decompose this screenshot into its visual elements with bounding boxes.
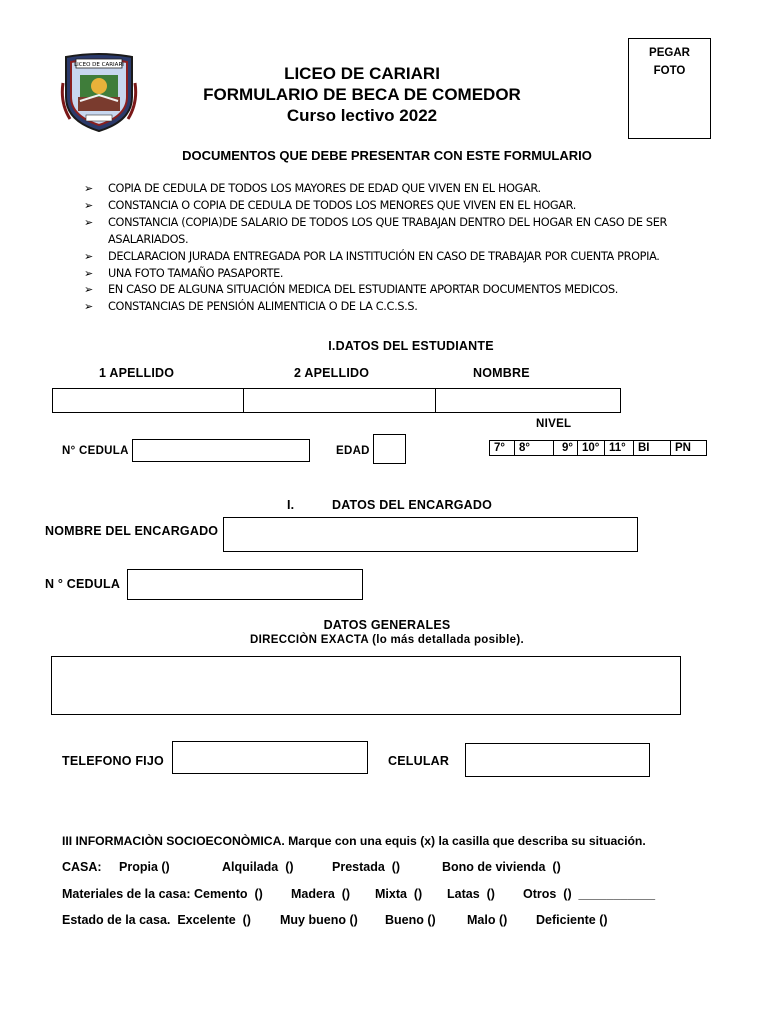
student-id-label: N° CEDULA bbox=[62, 445, 129, 457]
phone-label: TELEFONO FIJO bbox=[62, 754, 164, 768]
guardian-section-title: DATOS DEL ENCARGADO bbox=[332, 498, 493, 512]
age-field[interactable] bbox=[373, 434, 406, 464]
condition-label[interactable]: Estado de la casa. Excelente () bbox=[62, 913, 251, 927]
condition-option-bad[interactable]: Malo () bbox=[467, 913, 508, 927]
materials-option-mixed[interactable]: Mixta () bbox=[375, 887, 423, 901]
level-option-11[interactable]: 11° bbox=[605, 441, 634, 456]
name-label: NOMBRE bbox=[473, 366, 530, 380]
materials-option-other[interactable]: Otros () ___________ bbox=[523, 887, 656, 901]
mobile-field[interactable] bbox=[465, 743, 650, 777]
guardian-section-number: I. bbox=[287, 498, 295, 512]
student-name-field[interactable] bbox=[435, 388, 621, 413]
photo-box-line1: PEGAR bbox=[649, 47, 690, 59]
surname1-field[interactable] bbox=[52, 388, 245, 413]
svg-text:LICEO DE CARIARI: LICEO DE CARIARI bbox=[74, 62, 124, 68]
level-option-7[interactable]: 7° bbox=[490, 441, 515, 456]
socioeconomic-heading: III INFORMACIÒN SOCIOECONÒMICA. Marque con una equis (x) la casilla que describa su situación. bbox=[62, 834, 646, 848]
general-section-title: DATOS GENERALES bbox=[323, 618, 451, 632]
age-label: EDAD bbox=[336, 445, 370, 457]
list-item: ➢ EN CASO DE ALGUNA SITUACIÓN MEDICA DEL ESTUDIANTE APORTAR DOCUMENTOS MEDICOS. bbox=[84, 282, 724, 299]
arrow-bullet-icon: ➢ bbox=[84, 266, 93, 280]
condition-option-deficient[interactable]: Deficiente () bbox=[536, 913, 608, 927]
mobile-label: CELULAR bbox=[388, 754, 450, 768]
list-item: ➢ COPIA DE CEDULA DE TODOS LOS MAYORES DE EDAD QUE VIVEN EN EL HOGAR. bbox=[84, 181, 724, 198]
materials-option-wood[interactable]: Madera () bbox=[291, 887, 351, 901]
guardian-name-label: NOMBRE DEL ENCARGADO bbox=[45, 524, 219, 538]
housing-option-lent[interactable]: Prestada () bbox=[332, 860, 401, 874]
level-table bbox=[489, 440, 707, 456]
arrow-bullet-icon: ➢ bbox=[84, 283, 93, 297]
materials-option-tin[interactable]: Latas () bbox=[447, 887, 495, 901]
condition-option-very-good[interactable]: Muy bueno () bbox=[280, 913, 358, 927]
level-option-8[interactable]: 8° bbox=[515, 441, 554, 456]
level-option-pn[interactable]: PN bbox=[671, 441, 707, 456]
documents-list bbox=[84, 181, 724, 316]
list-item: ➢ CONSTANCIA (COPIA)DE SALARIO DE TODOS LOS QUE TRABAJAN DENTRO DEL HOGAR EN CASO DE SER ASALARIADOS. bbox=[84, 215, 667, 246]
level-option-9[interactable]: 9° bbox=[554, 441, 578, 456]
housing-option-bonus[interactable]: Bono de vivienda () bbox=[442, 860, 561, 874]
guardian-name-field[interactable] bbox=[223, 517, 638, 552]
photo-box-line2: FOTO bbox=[653, 65, 686, 77]
address-field[interactable] bbox=[51, 656, 681, 715]
arrow-bullet-icon: ➢ bbox=[84, 249, 93, 263]
housing-label: CASA: bbox=[62, 860, 102, 874]
arrow-bullet-icon: ➢ bbox=[84, 300, 93, 314]
list-item: ➢ CONSTANCIA O COPIA DE CEDULA DE TODOS LOS MENORES QUE VIVEN EN EL HOGAR. bbox=[84, 198, 724, 215]
photo-placeholder-box[interactable] bbox=[628, 38, 711, 139]
level-option-10[interactable]: 10° bbox=[578, 441, 605, 456]
arrow-bullet-icon: ➢ bbox=[84, 215, 93, 229]
list-item: ➢ CONSTANCIAS DE PENSIÓN ALIMENTICIA O DE LA C.C.S.S. bbox=[84, 299, 724, 316]
school-name: LICEO DE CARIARI bbox=[284, 64, 440, 83]
list-item: ➢ DECLARACION JURADA ENTREGADA POR LA INSTITUCIÓN EN CASO DE TRABAJAR POR CUENTA PROPIA. bbox=[84, 249, 724, 266]
level-option-bi[interactable]: BI bbox=[634, 441, 671, 456]
materials-label[interactable]: Materiales de la casa: Cemento () bbox=[62, 887, 263, 901]
guardian-id-field[interactable] bbox=[127, 569, 363, 600]
surname2-label: 2 APELLIDO bbox=[294, 366, 370, 380]
documents-heading: DOCUMENTOS QUE DEBE PRESENTAR CON ESTE FORMULARIO bbox=[182, 148, 592, 163]
phone-field[interactable] bbox=[172, 741, 368, 774]
surname2-field[interactable] bbox=[243, 388, 437, 413]
arrow-bullet-icon: ➢ bbox=[84, 182, 93, 195]
housing-option-rented[interactable]: Alquilada () bbox=[222, 860, 294, 874]
arrow-bullet-icon: ➢ bbox=[84, 198, 93, 212]
school-year: Curso lectivo 2022 bbox=[286, 106, 438, 125]
list-item: ➢ UNA FOTO TAMAÑO PASAPORTE. bbox=[84, 266, 724, 283]
level-label: NIVEL bbox=[536, 418, 572, 430]
student-id-field[interactable] bbox=[132, 439, 310, 462]
student-section-title: I.DATOS DEL ESTUDIANTE bbox=[328, 339, 494, 353]
condition-option-good[interactable]: Bueno () bbox=[385, 913, 436, 927]
address-label: DIRECCIÒN EXACTA (lo más detallada posible). bbox=[250, 634, 524, 646]
surname1-label: 1 APELLIDO bbox=[99, 366, 175, 380]
form-title: FORMULARIO DE BECA DE COMEDOR bbox=[203, 85, 521, 104]
housing-option-own[interactable]: Propia () bbox=[119, 860, 170, 874]
guardian-id-label: N ° CEDULA bbox=[45, 577, 121, 591]
